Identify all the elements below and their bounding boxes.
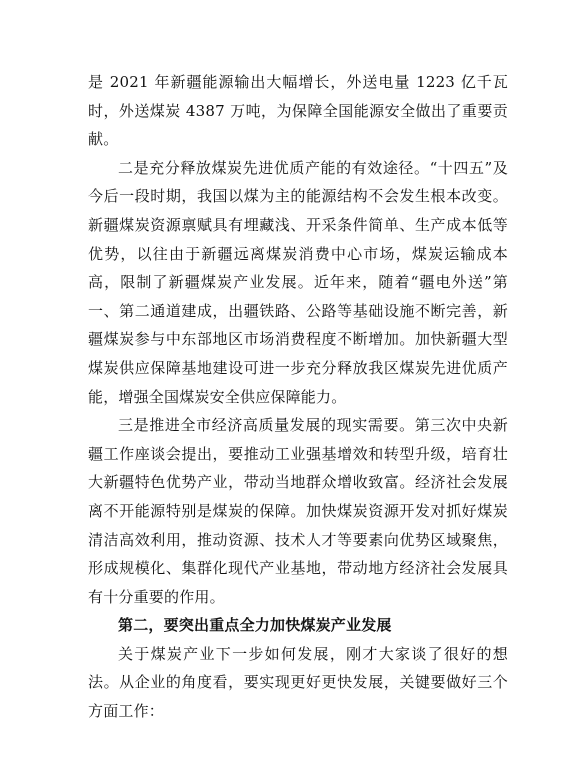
paragraph-continuation: 是 2021 年新疆能源输出大幅增长，外送电量 1223 亿千瓦时，外送煤炭 4387 万吨，为保障全国能源安全做出了重要贡献。 [88, 73, 508, 149]
paragraph-intro: 关于煤炭产业下一步如何发展，刚才大家谈了很好的想法。从企业的角度看，要实现更好更快发展，关键要做好三个方面工作： [88, 644, 508, 721]
paragraph-point-three: 三是推进全市经济高质量发展的现实需要。第三次中央新疆工作座谈会提出，要推动工业强基增效和转型升级，培育壮大新疆特色优势产业，带动当地群众增收致富。经济社会发展离不开能源特别是煤炭的保障。加快煤炭资源开发对抓好煤炭清洁高效利用，推动资源、技术人才等要素向优势区域聚焦，形成规模化、集群化现代产业基地，带动地方经济社会发展具有十分重要的作用。 [88, 416, 508, 606]
section-heading: 第二，要突出重点全力加快煤炭产业发展 [118, 616, 392, 635]
paragraph-point-two: 二是充分释放煤炭先进优质产能的有效途径。“十四五”及今后一段时期，我国以煤为主的能源结构不会发生根本改变。新疆煤炭资源禀赋具有埋藏浅、开采条件简单、生产成本低等优势，以往由于新疆远离煤炭消费中心市场，煤炭运输成本高，限制了新疆煤炭产业发展。近年来，随着“疆电外送”第一、第二通道建成，出疆铁路、公路等基础设施不断完善，新疆煤炭参与中东部地区市场消费程度不断增加。加快新疆大型煤炭供应保障基地建设可进一步充分释放我区煤炭先进优质产能，增强全国煤炭安全供应保障能力。 [88, 158, 508, 406]
document-page [88, 68, 508, 726]
